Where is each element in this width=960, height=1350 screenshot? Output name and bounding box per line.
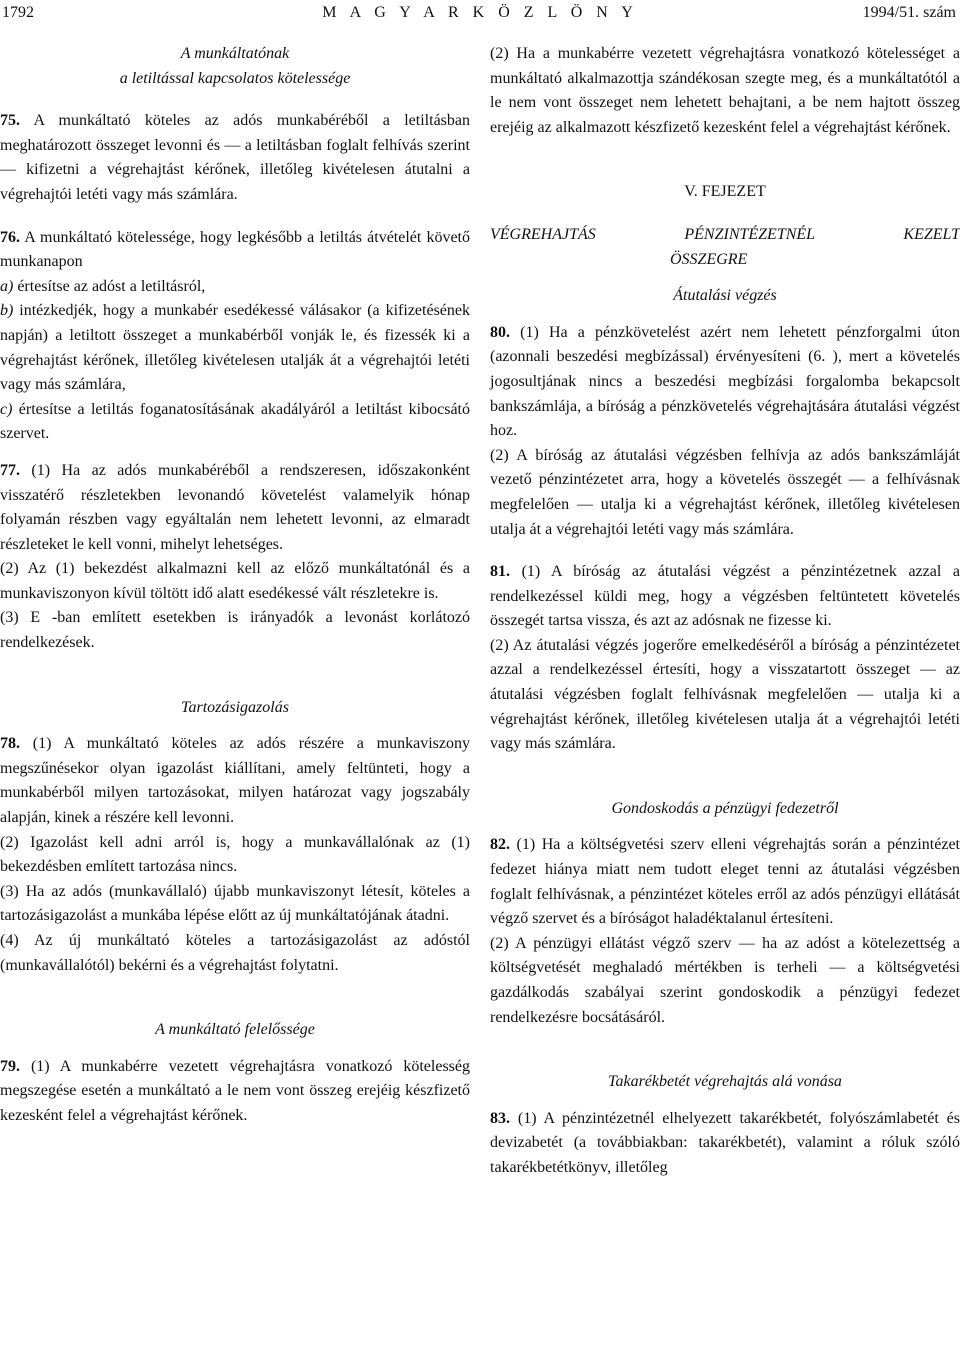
chapter-number: V. FEJEZET xyxy=(684,183,766,201)
paragraph-81: 81. (1) A bíróság az átutalási végzést a pénzintézetnek azzal a rendelkezéssel küldi meg, hogy a végzésben feltüntetett követelés összegét tartsa vissza, és azt az adósnak ne fizesse ki. xyxy=(490,563,960,630)
paragraph-76-b: b) intézkedjék, hogy a munkabér esedékessé válásakor (a kifizetésének napján) a letiltott összeget a munkabérből vonják le, és fizessék ki a végrehajtást kérőnek, illetőleg kivételesen utalják át a végrehajtói letéti vagy más számlára, xyxy=(0,302,470,394)
paragraph-77-3: (3) E -ban említett esetekben is irányadók a levonást korlátozó rendelkezések. xyxy=(0,609,470,652)
paragraph-75: 75. A munkáltató köteles az adós munkabéréből a letiltásban meghatározott összeget levonni és — a letiltásban foglalt felhívás szerint — kifizetni a végrehajtást kérőnek, illetőleg kivételesen átutalni a végrehajtói letéti vagy más számlára. xyxy=(0,112,470,203)
section-heading: A munkáltató felelőssége xyxy=(155,1021,315,1039)
paragraph-79-2: (2) Ha a munkabérre vezetett végrehajtásra vonatkozó kötelességet a munkáltató alkalmazottja szándékosan szegte meg, és a munkáltatótól a le nem vont összeget nem lehetett behajtani, a be nem hajtott összeg erejéig az alkalmazott készfizető kezesként felel a végrehajtást kérőnek. xyxy=(490,45,960,136)
section-heading: Tartozásigazolás xyxy=(181,698,289,716)
journal-title: M A G Y A R K Ö Z L Ö N Y xyxy=(322,4,638,21)
section-heading: Átutalási végzés xyxy=(673,287,777,305)
paragraph-83: 83. (1) A pénzintézetnél elhelyezett takarékbetét, folyószámlabetét és devizabetét (a továbbiakban: takarékbetét), valamint a róluk szóló takarékbetétkönyv, illetőleg xyxy=(490,1109,960,1176)
right-column xyxy=(490,42,960,1181)
section-heading: Gondoskodás a pénzügyi fedezetről xyxy=(611,799,839,817)
paragraph-80: 80. (1) Ha a pénzkövetelést azért nem lehetett pénzforgalmi úton (azonnali beszedési megbízással) érvényesíteni (6. ), mert a követelés jogosultjának nincs a beszedési megbízási forgalomba bekapcsolt bankszámlája, a bíróság a pénzkövetelés végrehajtására átutalási végzést hoz. xyxy=(490,323,960,440)
paragraph-80-2: (2) A bíróság az átutalási végzésben felhívja az adós bankszámláját vezető pénzintézetet arra, hogy a követelés összegét — a felhívásnak megfelelően — utalja ki a végrehajtást kérőnek, illetőleg kivételesen utalja át a végrehajtói letéti vagy más számlára. xyxy=(490,446,960,538)
paragraph-78-3: (3) Ha az adós (munkavállaló) újabb munkaviszonyt létesít, köteles a tartozásigazolást a munkába lépése előtt az új munkáltatójának átadni. xyxy=(0,882,470,925)
chapter-title-cont: ÖSSZEGRE xyxy=(670,250,748,268)
paragraph-77-2: (2) Az (1) bekezdést alkalmazni kell az előző munkáltatónál és a munkaviszonyon kívül töltött idő alatt esedékessé vált részletekre is. xyxy=(0,560,470,602)
paragraph-78-2: (2) Igazolást kell adni arról is, hogy a munkavállalónak az (1) bekezdésben említett tartozása nincs. xyxy=(0,833,470,876)
paragraph-78: 78. (1) A munkáltató köteles az adós részére a munkaviszony megszűnésekor olyan igazolást kiállítani, amely feltünteti, hogy a munkabérből milyen tartozásokat, milyen határozat vagy jogszabály alapján, kinek a részére kell levonni. xyxy=(0,735,470,827)
left-column xyxy=(0,42,470,1129)
section-heading: a letiltással kapcsolatos kötelessége xyxy=(119,69,351,87)
section-heading: Takarékbetét végrehajtás alá vonása xyxy=(608,1073,842,1091)
paragraph-76-a: a) értesítse az adóst a letiltásról, xyxy=(0,277,206,295)
paragraph-77: 77. (1) Ha az adós munkabéréből a rendszeresen, időszakonként visszatérő részletekben levonandó követelést valamelyik hónap folyamán részben vagy egyáltalán nem lehetett levonni, az elmaradt részleteket le kell vonni, mihelyt lehetséges. xyxy=(0,461,470,553)
paragraph-78-4: (4) Az új munkáltató köteles a tartozásigazolást az adóstól (munkavállalótól) bekérni és a végrehajtást folytatni. xyxy=(0,932,470,974)
chapter-title: VÉGREHAJTÁS PÉNZINTÉZETNÉL KEZELT xyxy=(490,225,960,243)
paragraph-82: 82. (1) Ha a költségvetési szerv elleni végrehajtás során a pénzintézet fedezet hiánya miatt nem tudott eleget tenni az átutalási végzésben foglalt felhívásnak, a pénzintézet köteles erről az adós pénzügyi ellátását végző szervet és a bíróságot haladéktalanul értesíteni. xyxy=(490,836,960,928)
paragraph-81-2: (2) Az átutalási végzés jogerőre emelkedéséről a bíróság a pénzintézetet azzal a rendelkezéssel értesíti, hogy a visszatartott összeget — az átutalási végzésben foglalt felhívásnak megfelelően — utalja ki a végrehajtást kérőnek, illetőleg kivételesen utalja át a végrehajtói letéti vagy más számlára. xyxy=(490,636,960,753)
paragraph-79: 79. (1) A munkabérre vezetett végrehajtásra vonatkozó kötelesség megszegése esetén a munkáltató a le nem vont összeg erejéig készfizető kezesként felel a végrehajtást kérőnek. xyxy=(0,1057,470,1124)
paragraph-76-c: c) értesítse a letiltás foganatosításának akadályáról a letiltást kibocsátó szervet. xyxy=(0,400,470,443)
paragraph-82-2: (2) A pénzügyi ellátást végző szerv — ha az adóst a kötelezettség a költségvetését meghaladó mértékben is terheli — a költségvetési gazdálkodás szabályai szerint gondoskodik a pénzügyi fedezet rendelkezésre bocsátásáról. xyxy=(490,934,960,1026)
page-number: 1792 xyxy=(2,4,34,21)
section-heading: A munkáltatónak xyxy=(180,45,290,62)
page-header xyxy=(0,4,960,28)
paragraph-76: 76. A munkáltató kötelessége, hogy legkésőbb a letiltás átvételét követő munkanapon xyxy=(0,228,470,271)
issue-number: 1994/51. szám xyxy=(862,4,956,21)
